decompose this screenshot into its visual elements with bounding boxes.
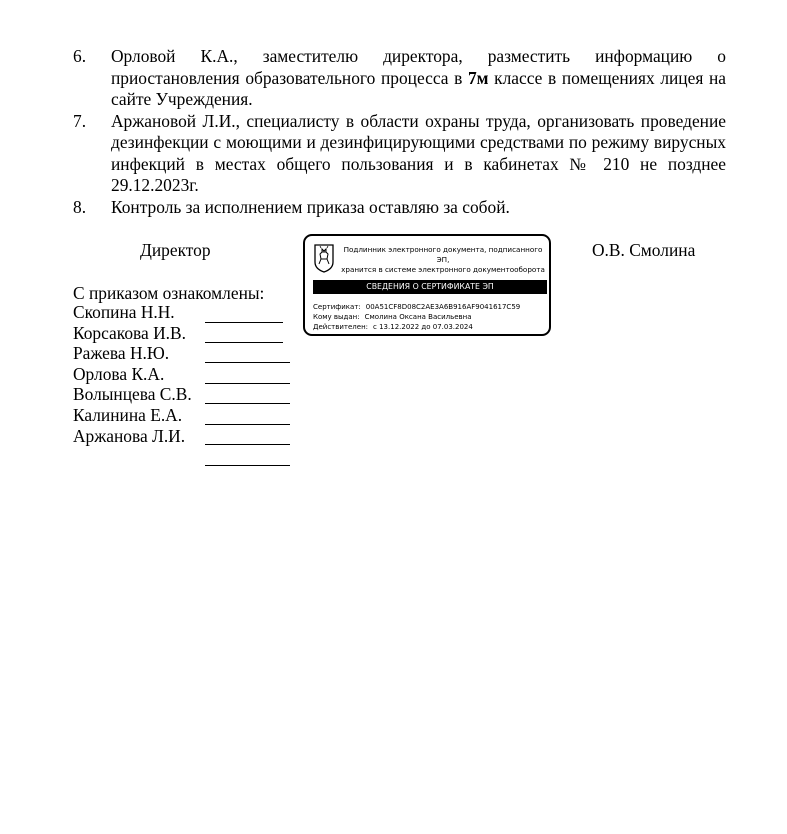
item-text-part: классе в помещениях лицея на сайте Учреждения. (111, 67, 727, 109)
acknowledgement-name: Корсакова И.В. (73, 322, 186, 343)
signature-line (205, 322, 283, 323)
stamp-header (339, 245, 547, 275)
item-text: Аржановой Л.И., специалисту в области охраны труда, организовать проведение дезинфекции с моющими и дезинфицирующими средствами по режиму вирусных инфекций в местах общего пользования и в кабинетах № 210 не позднее 29.12.2023г. (111, 110, 726, 195)
item-number: 6. (73, 46, 87, 66)
stamp-header-line: хранится в системе электронного документооборота (341, 265, 545, 274)
electronic-signature-stamp (303, 234, 551, 336)
valid-label: Действителен: (313, 323, 369, 331)
item-text (111, 46, 726, 111)
signature-line (205, 444, 290, 445)
valid-row (313, 322, 549, 332)
issued-to-value: Смолина Оксана Васильевна (364, 313, 472, 321)
acknowledgement-name: Калинина Е.А. (73, 404, 183, 425)
coat-of-arms-icon (313, 243, 335, 273)
acknowledgement-name: Аржанова Л.И. (73, 425, 186, 446)
order-item-8 (73, 197, 726, 219)
certificate-label: Сертификат: (313, 303, 361, 311)
item-number: 7. (73, 110, 87, 131)
acknowledgement-name: Орлова К.А. (73, 363, 165, 384)
order-items-list (73, 46, 726, 218)
signature-line (205, 424, 290, 425)
acknowledgement-name: Волынцева С.В. (73, 384, 192, 405)
acknowledgement-name: Ражева Н.Ю. (73, 343, 170, 364)
stamp-header-line: Подлинник электронного документа, подписанного ЭП, (343, 245, 543, 264)
acknowledgement-name: Скопина Н.Н. (73, 302, 175, 322)
valid-value: с 13.12.2022 до 07.03.2024 (373, 323, 473, 331)
signature-line (205, 465, 290, 466)
item-text-part: Орловой К.А., заместителю директора, разместить информацию о приостановления образовательного процесса в (111, 46, 726, 88)
signature-line (205, 342, 283, 343)
acknowledgement-title: С приказом ознакомлены: (73, 283, 265, 303)
certificate-info-bar: СВЕДЕНИЯ О СЕРТИФИКАТЕ ЭП (313, 280, 547, 294)
issued-to-row (313, 312, 549, 322)
order-item-6 (73, 46, 726, 111)
item-text: Контроль за исполнением приказа оставляю за собой. (111, 196, 510, 217)
issued-to-label: Кому выдан: (313, 313, 360, 321)
class-number-bold: 7м (467, 67, 489, 88)
signature-line (205, 403, 290, 404)
director-title: Директор (140, 240, 211, 260)
certificate-details (313, 302, 549, 332)
certificate-row (313, 302, 549, 312)
item-number: 8. (73, 196, 87, 217)
signature-line (205, 362, 290, 363)
director-name: О.В. Смолина (592, 240, 696, 260)
acknowledgement-list (73, 302, 192, 446)
certificate-value: 00A51CF8D08C2AE3A6B916AF9041617C59 (365, 303, 521, 311)
order-item-7 (73, 111, 726, 197)
signature-line (205, 383, 290, 384)
